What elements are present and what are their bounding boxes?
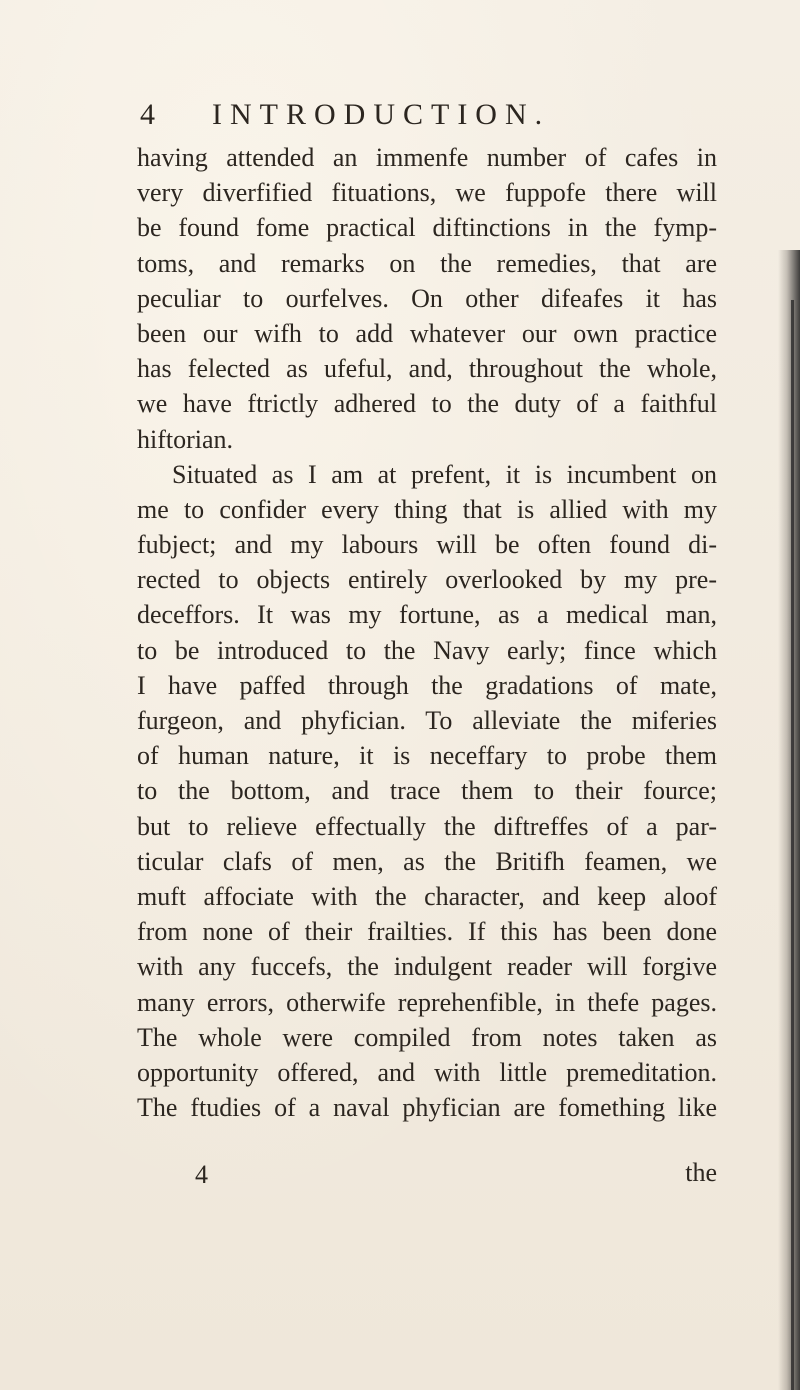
text-line: been our wifh to add whatever our own practice: [137, 318, 717, 348]
text-line: muft affociate with the character, and keep aloof: [137, 881, 717, 911]
text-line: but to relieve effectually the diftreffes of a par-: [137, 811, 717, 841]
text-line: we have ftrictly adhered to the duty of a faithful: [137, 389, 717, 419]
text-line: be found fome practical diftinctions in the fymp-: [137, 213, 717, 243]
text-line: The whole were compiled from notes taken as: [137, 1022, 717, 1052]
text-line: Situated as I am at prefent, it is incumbent on: [172, 459, 717, 489]
text-line: of human nature, it is neceffary to probe them: [137, 741, 717, 771]
text-line: peculiar to ourfelves. On other difeafes it has: [137, 283, 717, 313]
text-line: ticular clafs of men, as the Britifh feamen, we: [137, 846, 717, 876]
text-line: to the bottom, and trace them to their fource;: [137, 776, 717, 806]
text-line: me to confider every thing that is allied with my: [137, 494, 717, 524]
running-head: INTRODUCTION.: [212, 98, 551, 131]
page-footer: [137, 1158, 717, 1193]
binding-edge: [791, 300, 794, 1390]
text-line: has felected as ufeful, and, throughout the whole,: [137, 354, 717, 384]
body-text: [137, 140, 717, 1125]
text-line: toms, and remarks on the remedies, that are: [137, 248, 717, 278]
text-line: rected to objects entirely overlooked by my pre-: [137, 565, 717, 595]
text-line: very diverfified fituations, we fuppofe there will: [137, 178, 717, 208]
binding-shadow: [778, 250, 800, 1390]
text-line: deceffors. It was my fortune, as a medical man,: [137, 600, 717, 630]
signature-mark: 4: [195, 1160, 208, 1189]
text-line: I have paffed through the gradations of mate,: [137, 670, 717, 700]
text-line: having attended an immenfe number of cafes in: [137, 143, 717, 172]
text-line: opportunity offered, and with little premeditation.: [137, 1057, 717, 1087]
text-line: to be introduced to the Navy early; fince which: [137, 635, 717, 665]
text-line: with any fuccefs, the indulgent reader will forgive: [137, 952, 717, 982]
text-line: hiftorian.: [137, 424, 234, 454]
text-line: fubject; and my labours will be often found di-: [137, 530, 717, 560]
page-header: [140, 98, 700, 138]
text-line: many errors, otherwife reprehenfible, in thefe pages.: [137, 987, 717, 1017]
text-line: furgeon, and phyfician. To alleviate the miferies: [137, 706, 717, 735]
text-line: The ftudies of a naval phyfician are fomething like: [137, 1093, 717, 1123]
page-number: 4: [140, 98, 155, 131]
catchword: the: [685, 1158, 717, 1187]
text-line: from none of their frailties. If this has been done: [137, 917, 717, 947]
